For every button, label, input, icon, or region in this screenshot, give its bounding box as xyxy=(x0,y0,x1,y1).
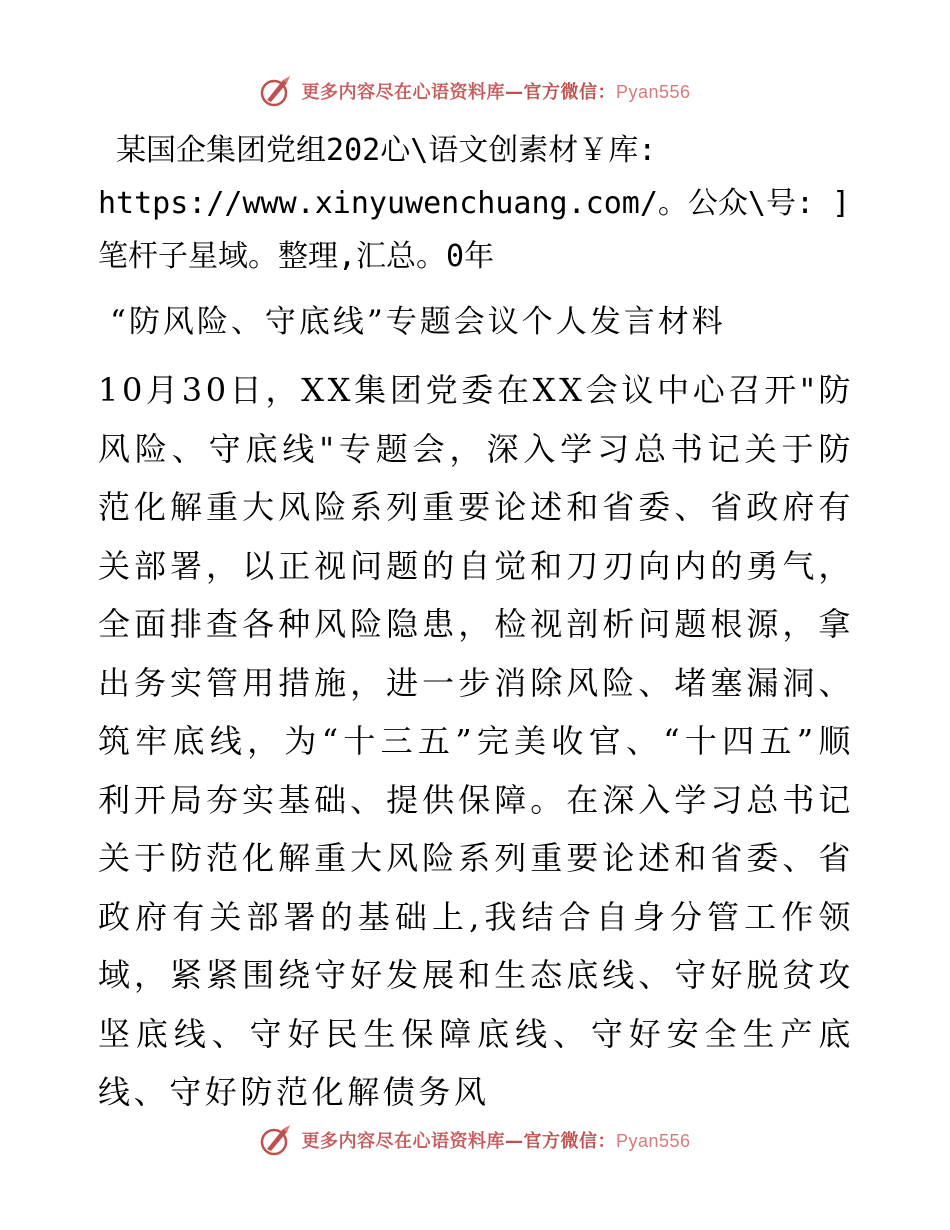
watermark-site-name: 更多内容尽在心语资料库 xyxy=(301,1131,505,1152)
quill-logo-icon xyxy=(259,74,293,108)
watermark-site-name: 更多内容尽在心语资料库 xyxy=(301,82,505,103)
header-watermark xyxy=(0,71,950,111)
header-line-1: 某国企集团党组202心\语文创素材￥库: xyxy=(98,133,657,168)
watermark-separator: — xyxy=(504,82,524,103)
quill-logo-icon xyxy=(259,1123,293,1157)
watermark-text xyxy=(301,78,690,104)
document-body-paragraph: 10月30日，XX集团党委在XX会议中心召开"防风险、守底线"专题会，深入学习总书记关于防范化解重大风险系列重要论述和省委、省政府有关部署，以正视问题的自觉和刀刃向内的勇气，全面排查各种风险隐患，检视剖析问题根源，拿出务实管用措施，进一步消除风险、堵塞漏洞、筑牢底线，为“十三五”完美收官、“十四五”顺利开局夯实基础、提供保障。在深入学习总书记关于防范化解重大风险系列重要论述和省委、省政府有关部署的基础上,我结合自身分管工作领域，紧紧围绕守好发展和生态底线、守好脱贫攻坚底线、守好民生保障底线、守好安全生产底线、守好防范化解债务风 xyxy=(98,371,854,1111)
watermark-text xyxy=(301,1127,690,1153)
watermark-official-label: 官方微信： xyxy=(523,82,616,103)
watermark-handle: Pyan556 xyxy=(615,82,691,102)
footer-watermark xyxy=(0,1120,950,1160)
document-content xyxy=(98,124,854,1122)
watermark-handle: Pyan556 xyxy=(615,1131,691,1151)
watermark-separator: — xyxy=(504,1131,524,1152)
header-line-3: 笔杆子星域。整理,汇总。0年 xyxy=(98,239,495,274)
header-line-2: https://www.xinyuwenchuang.com/。公众\号: ] xyxy=(98,186,851,221)
document-title: “防风险、守底线”专题会议个人发言材料 xyxy=(110,304,726,340)
document-header xyxy=(98,124,854,283)
watermark-official-label: 官方微信： xyxy=(523,1131,616,1152)
